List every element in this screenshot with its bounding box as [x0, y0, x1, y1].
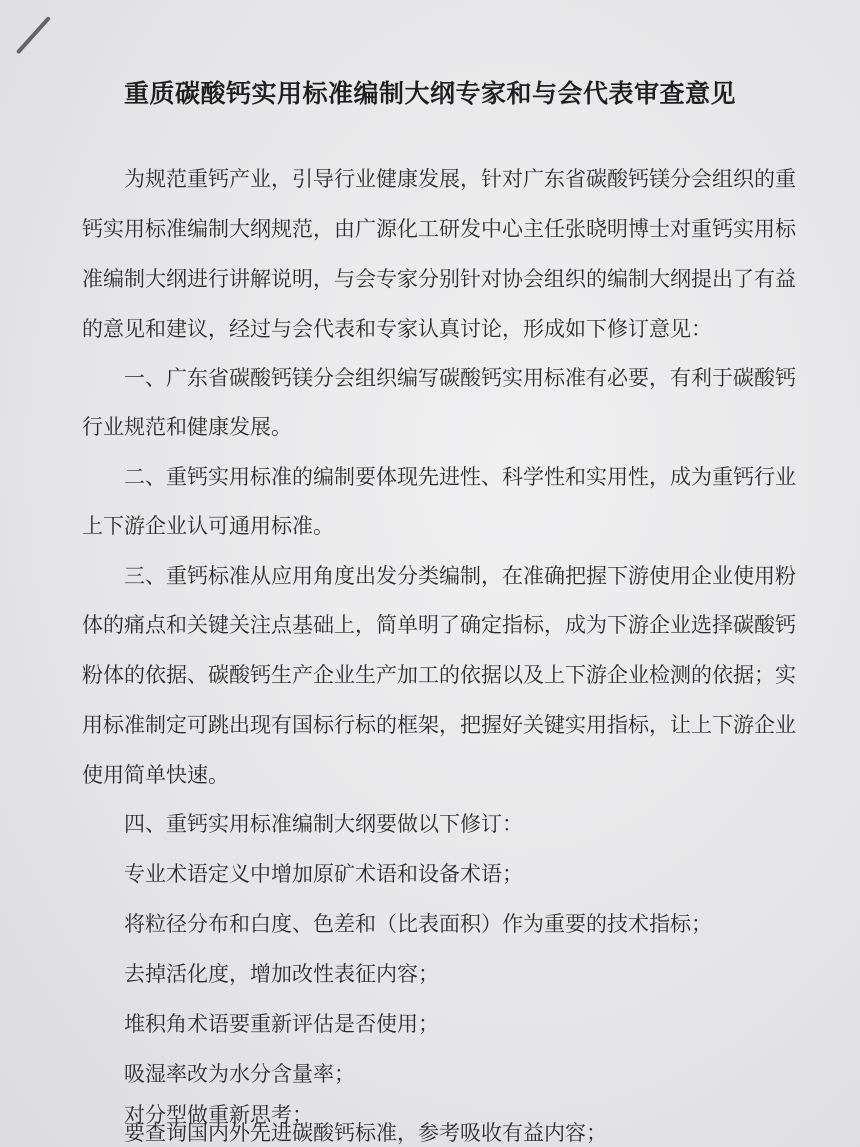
paragraph-line: 上下游企业认可通用标准。 — [82, 514, 334, 538]
list-item: 吸湿率改为水分含量率； — [124, 1062, 355, 1086]
paragraph-line: 准编制大纲进行讲解说明，与会专家分别针对协会组织的编制大纲提出了有益 — [82, 267, 796, 291]
paragraph-line: 三、重钙标准从应用角度出发分类编制，在准确把握下游使用企业使用粉 — [124, 564, 796, 588]
list-item: 堆积角术语要重新评估是否使用； — [124, 1012, 439, 1036]
document-title: 重质碳酸钙实用标准编制大纲专家和与会代表审查意见 — [123, 79, 736, 108]
paragraph-line: 使用简单快速。 — [82, 763, 229, 787]
paragraph-line: 体的痛点和关键关注点基础上，简单明了确定指标，成为下游企业选择碳酸钙 — [82, 613, 796, 637]
paragraph-line: 的意见和建议，经过与会代表和专家认真讨论，形成如下修订意见： — [82, 317, 712, 341]
paragraph-line: 二、重钙实用标准的编制要体现先进性、科学性和实用性，成为重钙行业 — [124, 465, 796, 489]
paragraph-line: 一、广东省碳酸钙镁分会组织编写碳酸钙实用标准有必要，有利于碳酸钙 — [124, 366, 796, 390]
list-item: 要查询国内外先进碳酸钙标准，参考吸收有益内容； — [124, 1121, 607, 1145]
paragraph-line: 粉体的依据、碳酸钙生产企业生产加工的依据以及上下游企业检测的依据；实 — [82, 663, 796, 687]
list-item: 专业术语定义中增加原矿术语和设备术语； — [124, 862, 523, 886]
paragraph-line: 四、重钙实用标准编制大纲要做以下修订： — [124, 812, 523, 836]
list-item: 对分型做重新思考； — [124, 1103, 313, 1127]
list-item: 将粒径分布和白度、色差和（比表面积）作为重要的技术指标； — [124, 912, 712, 936]
paragraph-line: 为规范重钙产业，引导行业健康发展，针对广东省碳酸钙镁分会组织的重 — [124, 167, 796, 191]
paragraph-line: 行业规范和健康发展。 — [82, 415, 292, 439]
paragraph-line: 钙实用标准编制大纲规范，由广源化工研发中心主任张晓明博士对重钙实用标 — [82, 217, 796, 241]
paragraph-line: 用标准制定可跳出现有国标行标的框架，把握好关键实用指标，让上下游企业 — [82, 713, 796, 737]
list-item: 去掉活化度，增加改性表征内容； — [124, 962, 439, 986]
pen-mark — [16, 16, 51, 54]
